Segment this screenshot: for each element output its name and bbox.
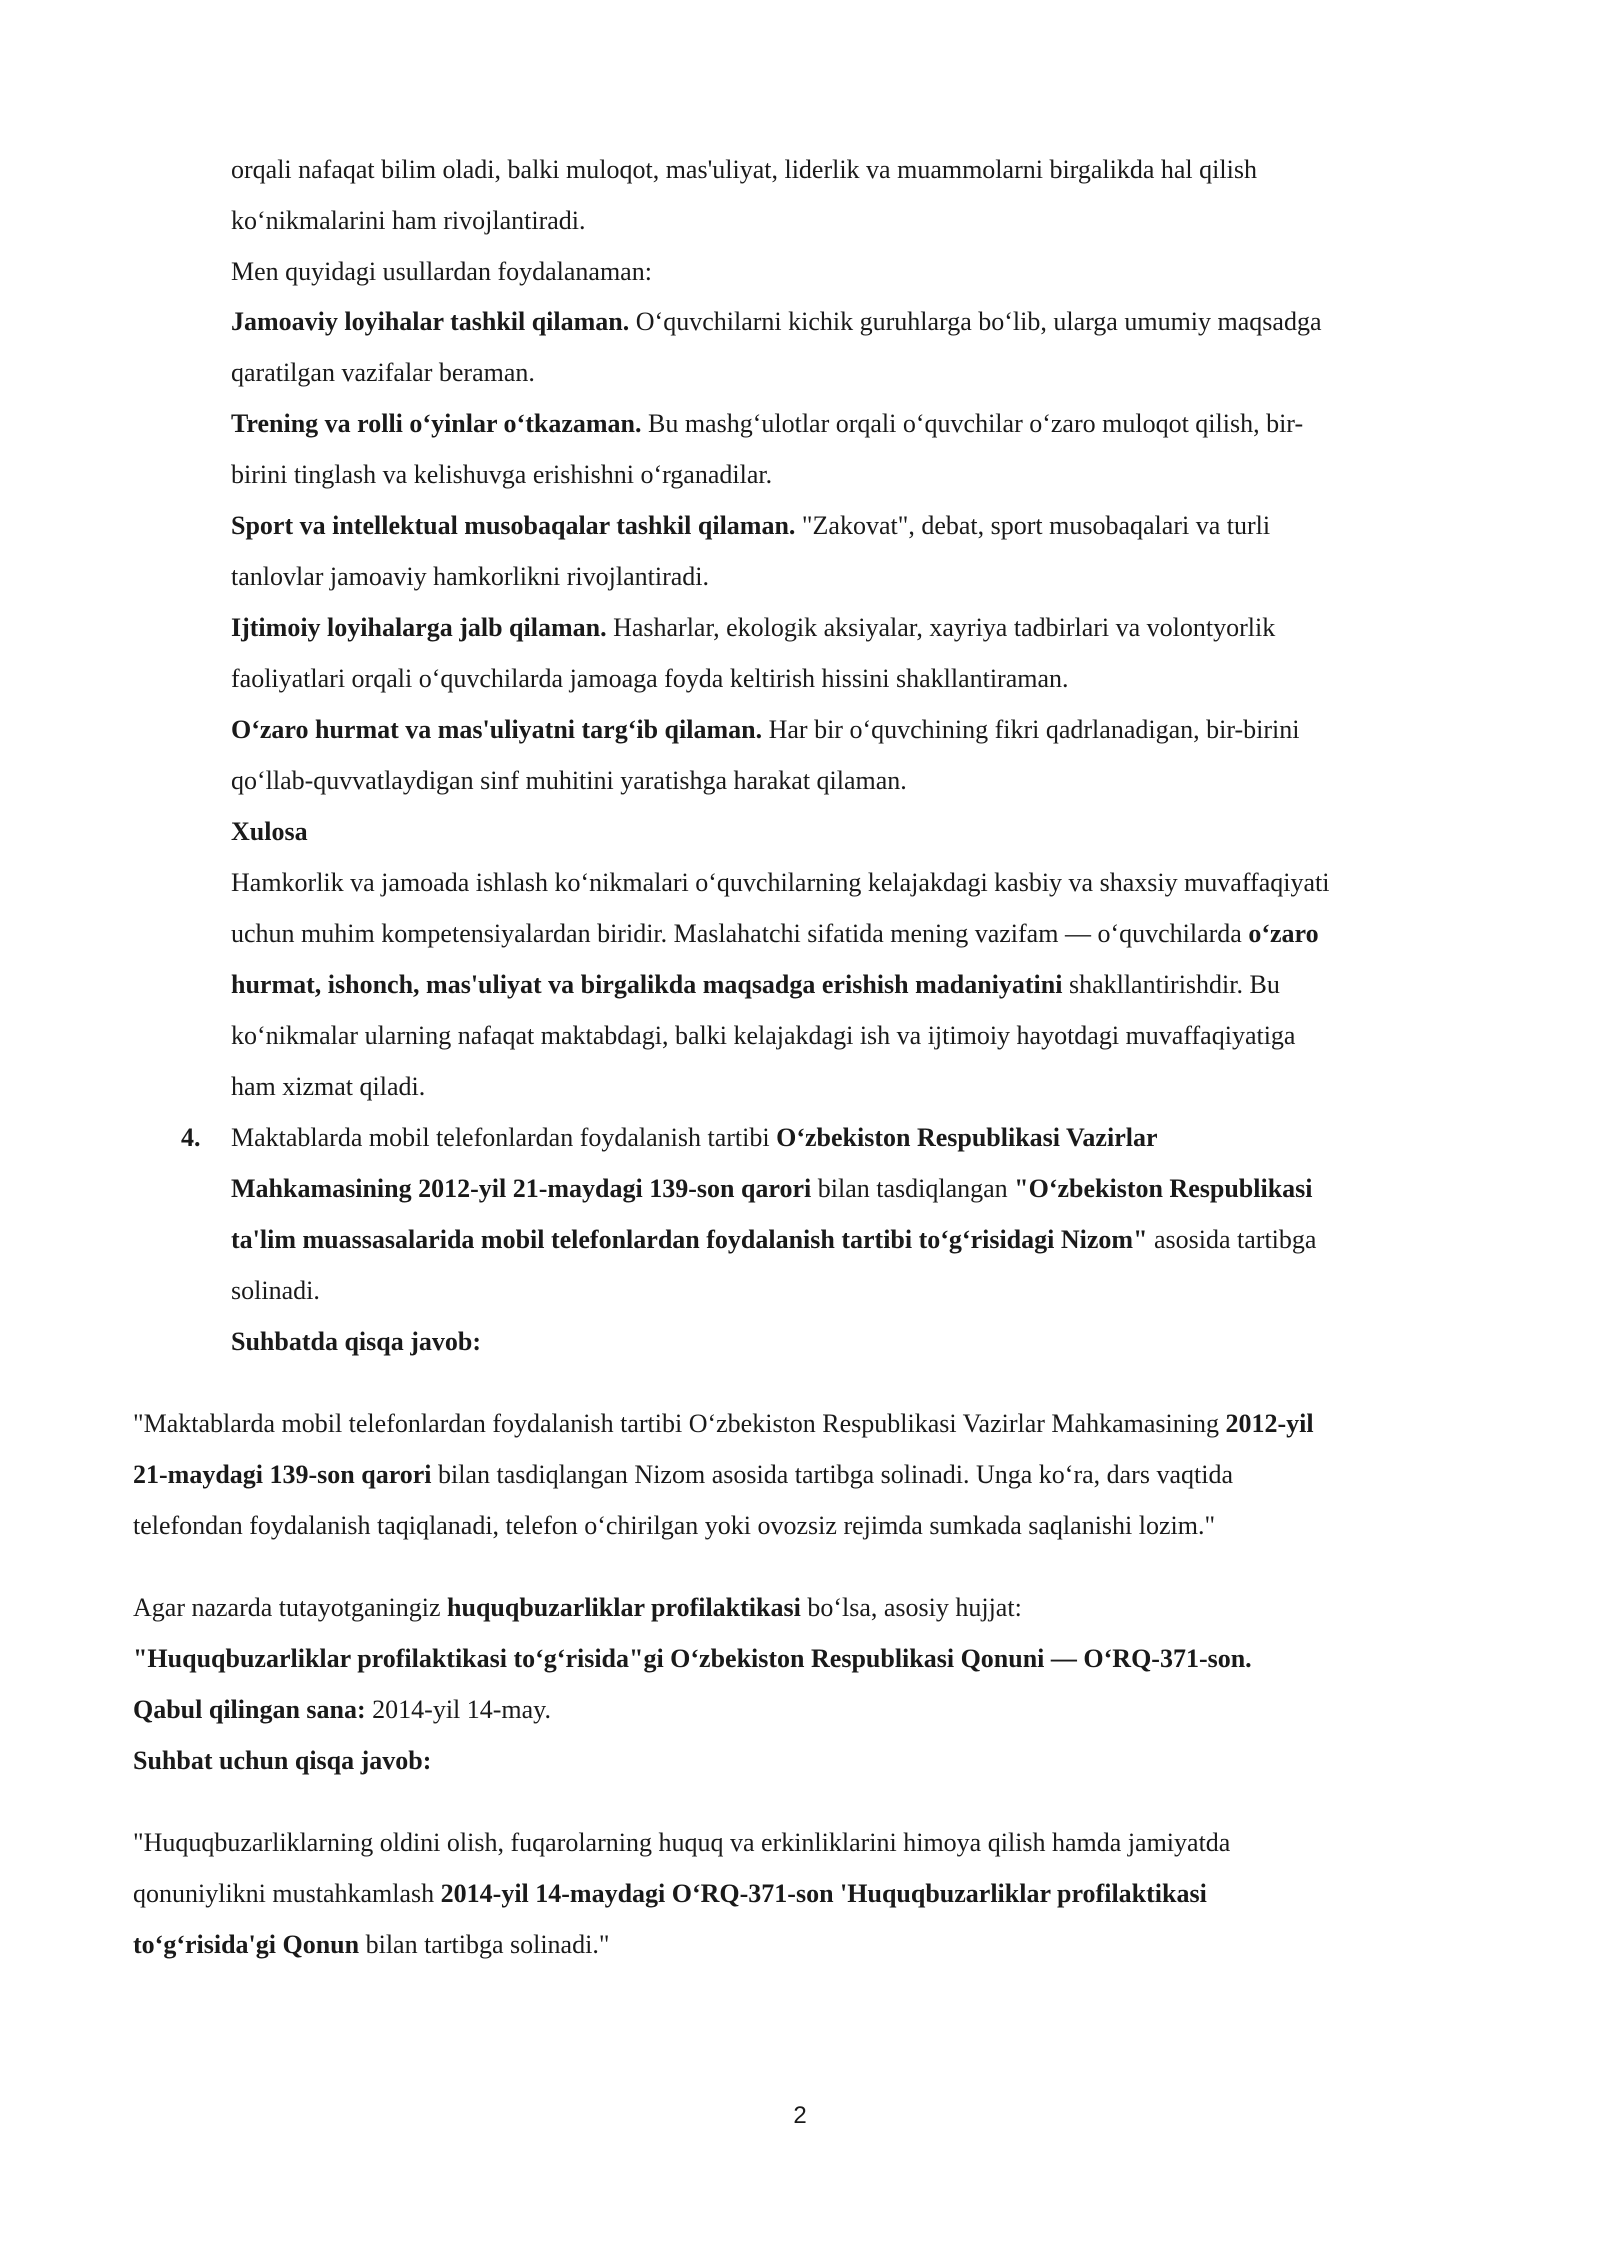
item4-line [231,1214,1316,1265]
method-5-title: O‘zaro hurmat va mas'uliyatni targ‘ib qilaman. [231,715,763,744]
conclusion-heading: Xulosa [231,817,308,846]
quote1-bold: 2012-yil [1225,1409,1314,1438]
method-2 [231,398,1303,449]
quote2-line [133,1919,609,1970]
date-label: Qabul qilingan sana: [133,1695,366,1724]
method-3-text: "Zakovat", debat, sport musobaqalari va turli [795,511,1271,540]
item4-line: solinadi. [231,1276,320,1305]
short-answer-label: Suhbat uchun qisqa javob: [133,1746,432,1775]
quote2-text: bilan tartibga solinadi." [359,1930,610,1959]
item4-line [231,1163,1313,1214]
quote1-text: "Maktablarda mobil telefonlardan foydalanish tartibi O‘zbekiston Respublikasi Vazirlar Mahkamasining [133,1409,1226,1438]
list-number: 4. [181,1123,201,1152]
item4-text: Maktablarda mobil telefonlardan foydalanish tartibi [231,1123,777,1152]
conclusion-line: ko‘nikmalar ularning nafaqat maktabdagi, balki kelajakdagi ish va ijtimoiy hayotdagi muvaffaqiyatiga [231,1021,1296,1050]
intro-line: Men quyidagi usullardan foydalanaman: [231,257,652,286]
method-4-cont: faoliyatlari orqali o‘quvchilarda jamoaga foyda keltirish hissini shakllantiraman. [231,664,1069,693]
conclusion-line: Hamkorlik va jamoada ishlash ko‘nikmalari o‘quvchilarning kelajakdagi kasbiy va shaxsiy muvaffaqiyati [231,868,1330,897]
quote2-line [133,1868,1207,1919]
prevention-line [133,1582,1022,1633]
conclusion-text: shakllantirishdir. Bu [1062,970,1280,999]
conclusion-bold: o‘zaro [1248,919,1319,948]
quote2-bold: to‘g‘risida'gi Qonun [133,1930,360,1959]
conclusion-line [231,908,1319,959]
prevention-text: bo‘lsa, asosiy hujjat: [800,1593,1022,1622]
quote1-bold: 21-maydagi 139-son qarori [133,1460,432,1489]
method-1-cont: qaratilgan vazifalar beraman. [231,358,535,387]
prevention-text: Agar nazarda tutayotganingiz [133,1593,448,1622]
paragraph-line: orqali nafaqat bilim oladi, balki muloqot, mas'uliyat, liderlik va muammolarni birgalikda hal qilish [231,155,1257,184]
method-4 [231,602,1275,653]
method-3-cont: tanlovlar jamoaviy hamkorlikni rivojlantiradi. [231,562,709,591]
method-3 [231,500,1270,551]
adoption-date [133,1684,551,1735]
item4-text: asosida tartibga [1147,1225,1317,1254]
page-number: 2 [793,2102,807,2129]
item4-bold: "O‘zbekiston Respublikasi [1014,1174,1313,1203]
method-2-cont: birini tinglash va kelishuvga erishishni o‘rganadilar. [231,460,773,489]
law-title: "Huquqbuzarliklar profilaktikasi to‘g‘risida"gi O‘zbekiston Respublikasi Qonuni — O‘RQ-371-son. [133,1644,1252,1673]
item4-bold: ta'lim muassasalarida mobil telefonlardan foydalanish tartibi to‘g‘risidagi Nizom" [231,1225,1148,1254]
quote2-text: qonuniylikni mustahkamlash [133,1879,441,1908]
method-3-title: Sport va intellektual musobaqalar tashkil qilaman. [231,511,796,540]
paragraph-line: ko‘nikmalarini ham rivojlantiradi. [231,206,586,235]
short-answer-label: Suhbatda qisqa javob: [231,1327,481,1356]
method-2-title: Trening va rolli o‘yinlar o‘tkazaman. [231,409,642,438]
quote1-line: telefondan foydalanish taqiqlanadi, telefon o‘chirilgan yoki ovozsiz rejimda sumkada saqlanishi lozim." [133,1511,1216,1540]
method-5 [231,704,1299,755]
method-1 [231,296,1321,347]
quote1-line [133,1398,1314,1449]
prevention-bold: huquqbuzarliklar profilaktikasi [447,1593,801,1622]
conclusion-line: ham xizmat qiladi. [231,1072,426,1101]
conclusion-line [231,959,1280,1010]
method-2-text: Bu mashg‘ulotlar orqali o‘quvchilar o‘zaro muloqot qilish, bir- [641,409,1304,438]
quote1-line [133,1449,1233,1500]
quote1-text: bilan tasdiqlangan Nizom asosida tartibga solinadi. Unga ko‘ra, dars vaqtida [431,1460,1233,1489]
method-4-text: Hasharlar, ekologik aksiyalar, xayriya tadbirlari va volontyorlik [606,613,1276,642]
method-4-title: Ijtimoiy loyihalarga jalb qilaman. [231,613,607,642]
quote2-bold: 2014-yil 14-maydagi O‘RQ-371-son 'Huquqbuzarliklar profilaktikasi [440,1879,1207,1908]
item4-bold: Mahkamasining 2012-yil 21-maydagi 139-son qarori [231,1174,812,1203]
method-5-cont: qo‘llab-quvvatlaydigan sinf muhitini yaratishga harakat qilaman. [231,766,907,795]
conclusion-text: uchun muhim kompetensiyalardan biridir. Maslahatchi sifatida mening vazifam — o‘quvchilarda [231,919,1249,948]
method-1-title: Jamoaviy loyihalar tashkil qilaman. [231,307,630,336]
method-1-text: O‘quvchilarni kichik guruhlarga bo‘lib, ularga umumiy maqsadga [629,307,1322,336]
item4-text: bilan tasdiqlangan [811,1174,1015,1203]
conclusion-bold: hurmat, ishonch, mas'uliyat va birgalikda maqsadga erishish madaniyatini [231,970,1063,999]
quote2-line: "Huquqbuzarliklarning oldini olish, fuqarolarning huquq va erkinliklarini himoya qilish hamda jamiyatda [133,1828,1231,1857]
item4-line [231,1112,1158,1163]
item4-bold: O‘zbekiston Respublikasi Vazirlar [776,1123,1158,1152]
date-value: 2014-yil 14-may. [365,1695,551,1724]
method-5-text: Har bir o‘quvchining fikri qadrlanadigan, bir-birini [762,715,1300,744]
